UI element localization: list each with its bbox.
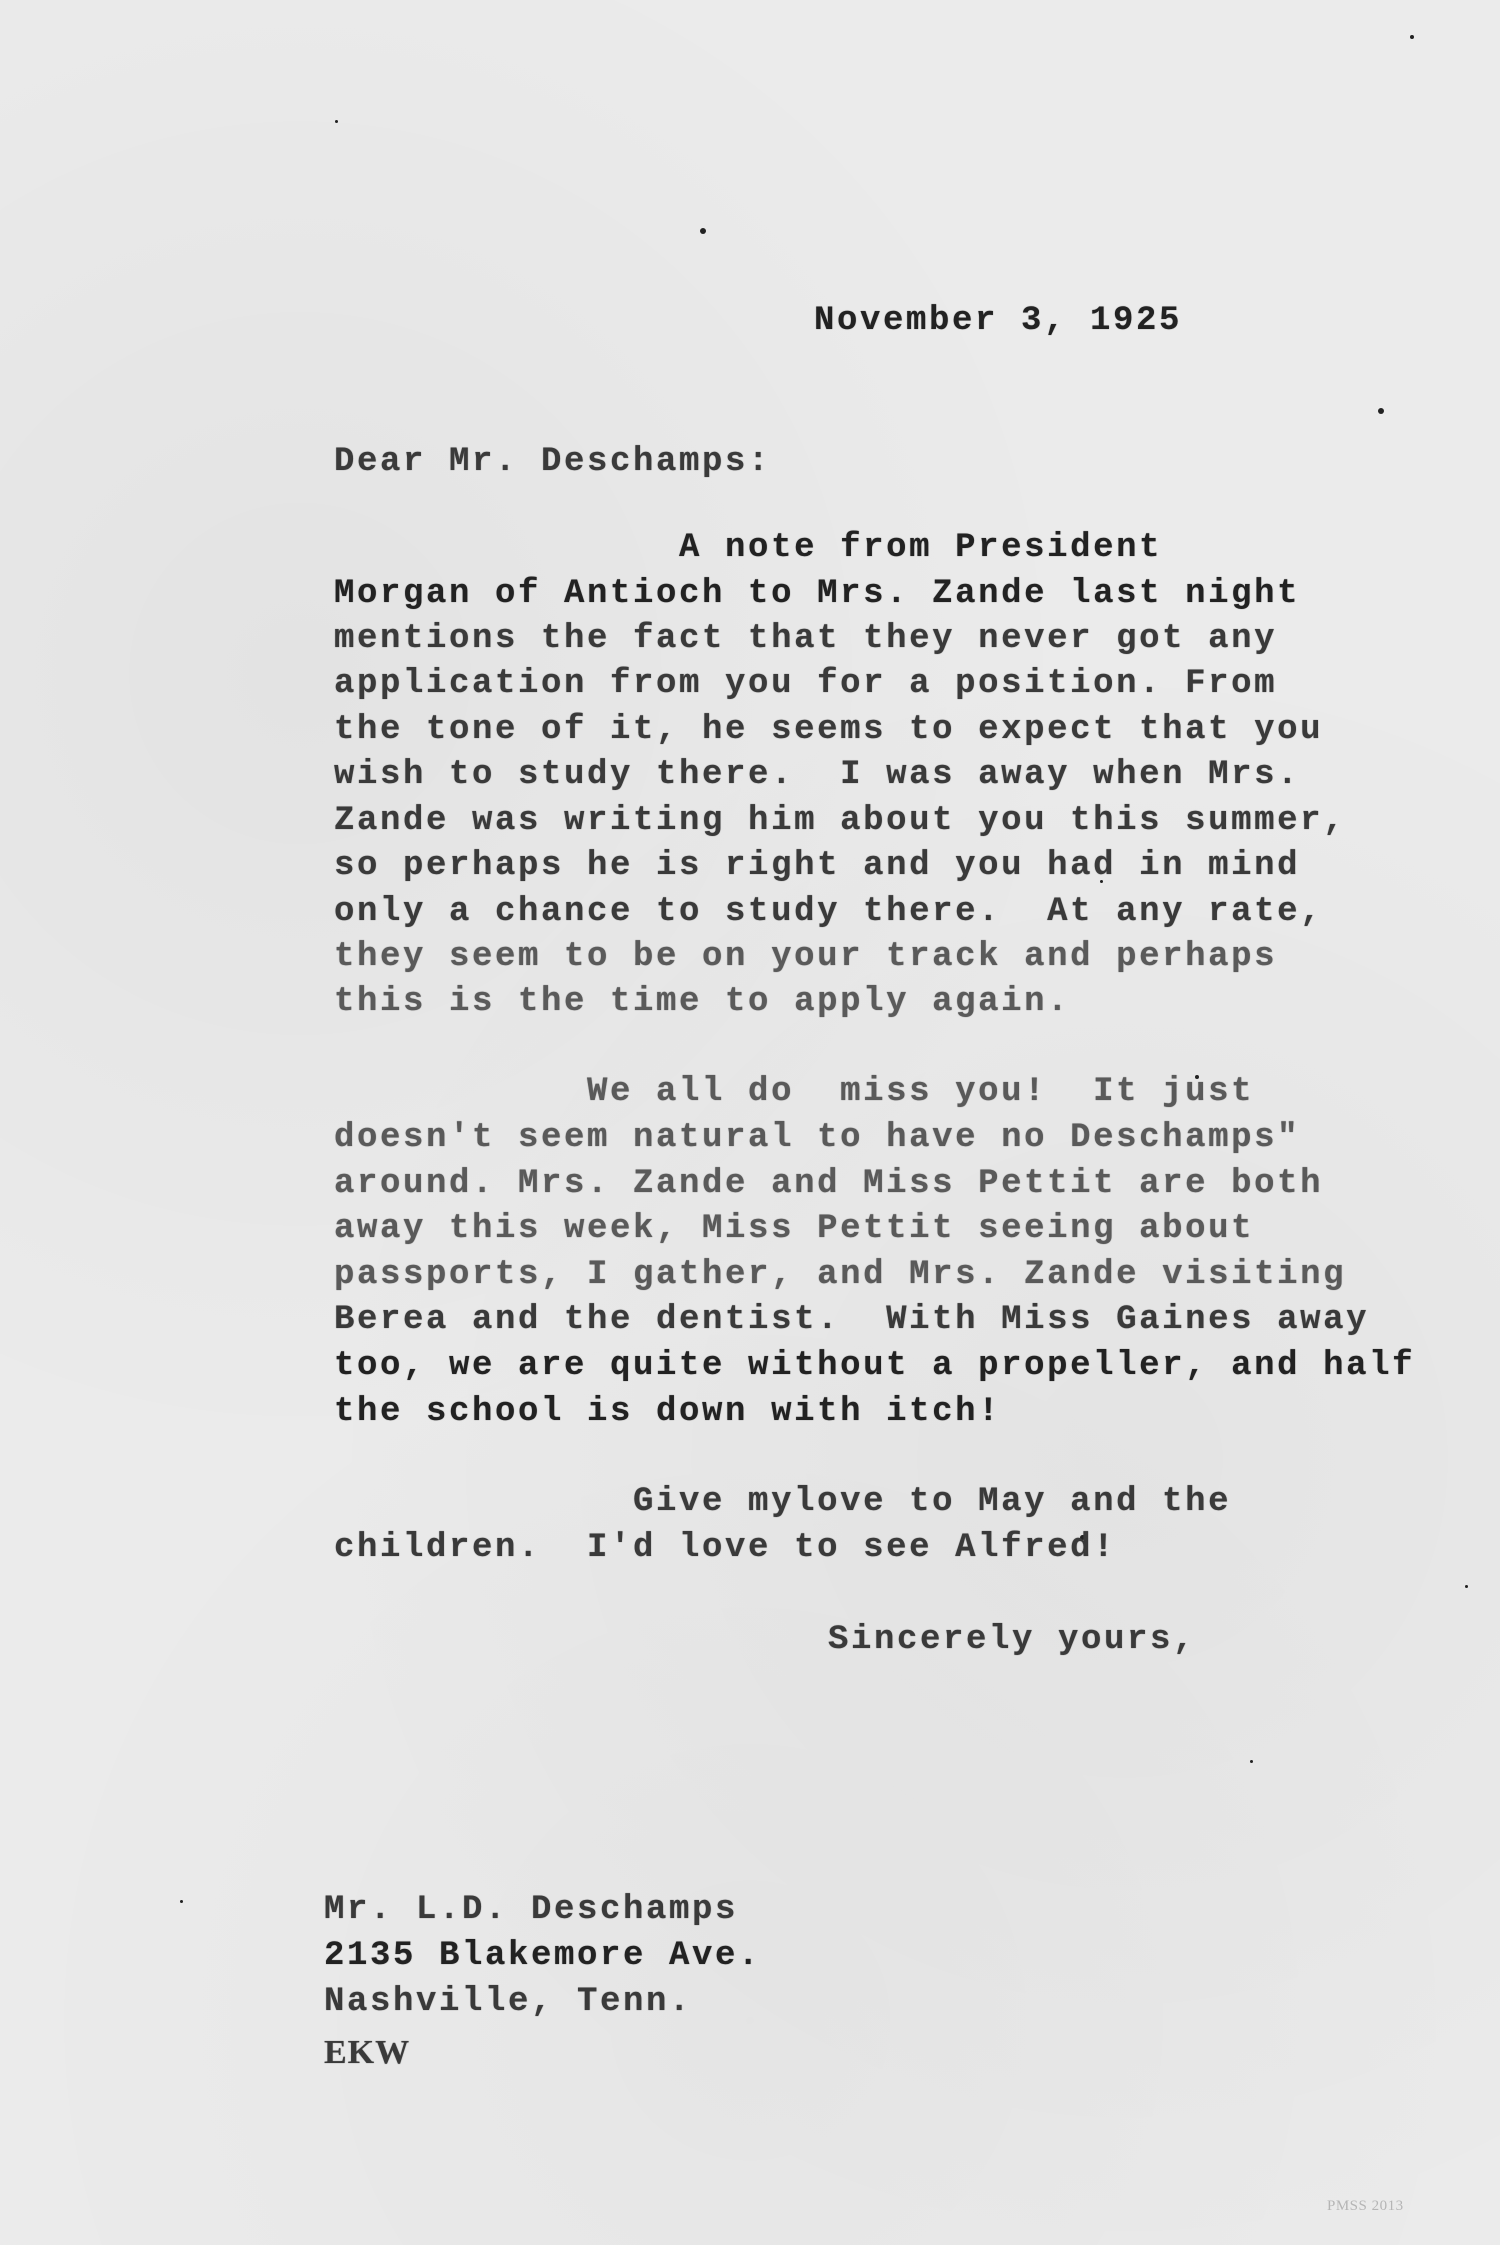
typist-initials: EKW: [324, 2034, 411, 2071]
paragraph-1-line: the tone of it, he seems to expect that you: [334, 711, 1324, 749]
paper-speck: [1410, 35, 1414, 39]
paper-speck: [1465, 1585, 1468, 1588]
paragraph-1-line: Morgan of Antioch to Mrs. Zande last night: [334, 575, 1301, 613]
letter-salutation: Dear Mr. Deschamps:: [334, 443, 772, 481]
paragraph-1-line: application from you for a position. From: [334, 665, 1278, 703]
archive-watermark: PMSS 2013: [1327, 2198, 1404, 2214]
paragraph-3-line: Give mylove to May and the: [334, 1483, 1232, 1521]
paragraph-1-line: this is the time to apply again.: [334, 983, 1071, 1021]
paragraph-1-line: Zande was writing him about you this summer,: [334, 802, 1347, 840]
letter-closing: Sincerely yours,: [828, 1621, 1197, 1659]
paragraph-2-line: too, we are quite without a propeller, and half: [334, 1347, 1416, 1385]
paragraph-2-line: Berea and the dentist. With Miss Gaines away: [334, 1301, 1370, 1339]
paragraph-2-line: We all do miss you! It just: [334, 1073, 1255, 1111]
paper-speck: [1378, 408, 1384, 414]
recipient-street: 2135 Blakemore Ave.: [324, 1937, 762, 1975]
paragraph-1-line: they seem to be on your track and perhaps: [334, 938, 1278, 976]
recipient-city: Nashville, Tenn.: [324, 1983, 693, 2021]
recipient-name: Mr. L.D. Deschamps: [324, 1891, 739, 1929]
paragraph-2-line: the school is down with itch!: [334, 1393, 1002, 1431]
paragraph-3-line: children. I'd love to see Alfred!: [334, 1529, 1117, 1567]
paper-speck: [180, 1900, 183, 1903]
paragraph-1-line: mentions the fact that they never got any: [334, 620, 1278, 658]
paragraph-1-line: so perhaps he is right and you had in mind: [334, 847, 1301, 885]
letter-date: November 3, 1925: [814, 302, 1183, 340]
paragraph-1-line: wish to study there. I was away when Mrs.: [334, 756, 1301, 794]
paragraph-2-line: away this week, Miss Pettit seeing about: [334, 1210, 1255, 1248]
paper-speck: [700, 228, 706, 234]
paragraph-1-line: A note from President: [334, 529, 1163, 567]
paragraph-2-line: passports, I gather, and Mrs. Zande visiting: [334, 1256, 1347, 1294]
paper-speck: [1250, 1760, 1253, 1763]
paragraph-2-line: doesn't seem natural to have no Deschamps": [334, 1119, 1301, 1157]
paragraph-1-line: only a chance to study there. At any rate,: [334, 893, 1324, 931]
paragraph-2-line: around. Mrs. Zande and Miss Pettit are both: [334, 1165, 1324, 1203]
paper-speck: [335, 120, 338, 123]
